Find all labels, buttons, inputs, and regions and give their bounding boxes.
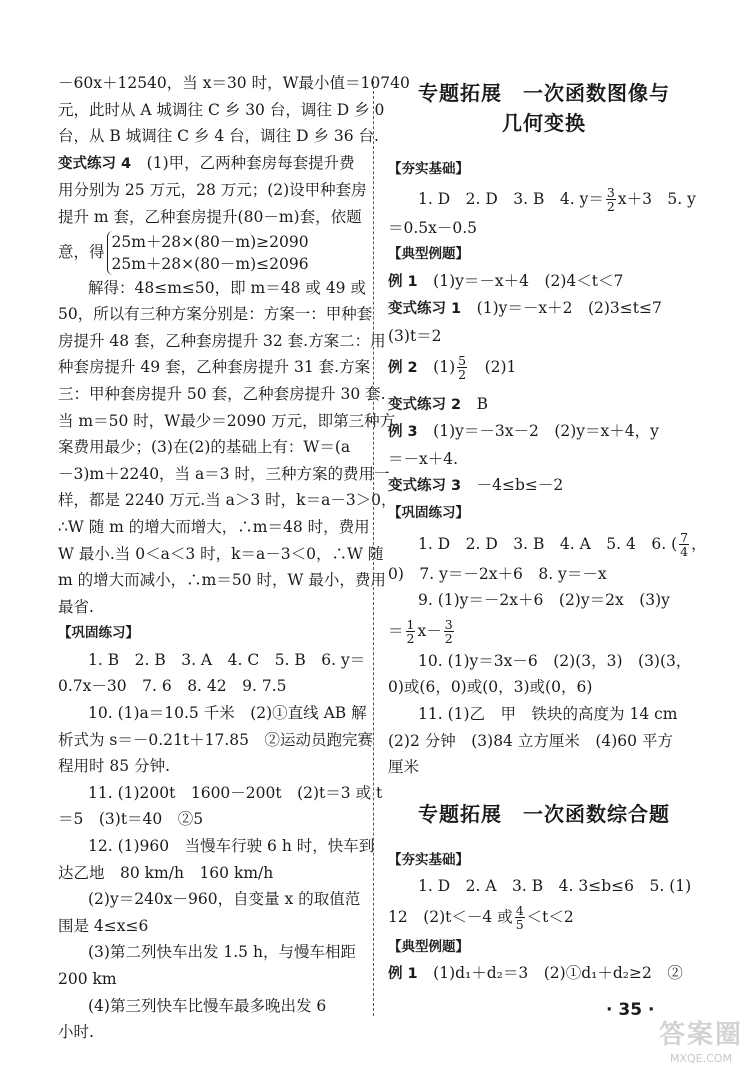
answer-line: 1. D 2. A 3. B 4. 3≤b≤6 5. (1) [418, 877, 692, 896]
answer-text: ＝ [388, 621, 404, 640]
answer-line [388, 472, 700, 500]
example-1-label: 例 1 [388, 966, 418, 983]
answer-line: (2)2 分钟 (3)84 立方厘米 (4)60 平方 [388, 731, 673, 750]
watermark-url: MXQE.COM [670, 1052, 732, 1065]
answer-text: 1. D 2. D 3. B 4. y＝ [418, 189, 604, 208]
text-line: 50，所以有三种方案分别是：方案一：甲种套 [58, 305, 373, 324]
answer-line [388, 527, 707, 561]
text-line: 析式为 s＝－0.21t＋17.85 ②运动员跑完赛 [58, 730, 373, 749]
denominator: 2 [606, 199, 615, 215]
text-line: W 最小.当 0＜a＜3 时，k＝a－3＜0，∴W 随 [58, 544, 384, 563]
numerator: 4 [515, 903, 524, 919]
text-line: 样，都是 2240 万元.当 a＞3 时，k＝a－3＞0， [58, 491, 397, 510]
text-line: 用分别为 25 万元，28 万元；(2)设甲种套房 [58, 181, 367, 200]
answer-text: (1)d₁＋d₂＝3 (2)①d₁＋d₂≥2 ② [433, 964, 683, 983]
section-heading: 【典型例题】 [388, 246, 469, 263]
column-divider [373, 76, 374, 1016]
answer-line [388, 900, 700, 934]
fraction [679, 531, 689, 558]
text-line: 200 km [58, 970, 117, 988]
text-line: 案费用最少；(3)在(2)的基础上有：W＝(a [58, 438, 351, 457]
inequality-1: 25m＋28×(80－m)≥2090 [111, 232, 309, 251]
text-line: 11. (1)200t 1600－200t (2)t＝3 或 t [88, 783, 383, 802]
text-line: (2)y＝240x－960，自变量 x 的取值范 [88, 890, 361, 909]
section-heading: 【夯实基础】 [388, 161, 469, 177]
denominator: 5 [515, 917, 524, 933]
text-line: (3)第二列快车出发 1.5 h，与慢车相距 [88, 943, 356, 962]
answer-line: 10. (1)y＝3x－6 (2)(3，3) (3)(3， [418, 651, 692, 670]
watermark-text: 答案圈 [658, 1020, 743, 1050]
answer-line: 0) 7. y＝－2x＋6 8. y＝－x [388, 564, 607, 583]
text-line: 1. B 2. B 3. A 4. C 5. B 6. y＝ [88, 650, 366, 669]
denominator: 2 [444, 631, 453, 647]
brace [107, 231, 309, 275]
section-heading: 【典型例题】 [388, 938, 469, 955]
text-line: m 的增大而减小，∴m＝50 时，W 最小，费用 [58, 571, 386, 590]
text-line [58, 150, 358, 178]
text-line: 种套房提升 49 套，乙种套房提升 31 套.方案 [58, 358, 371, 377]
text-line: 房提升 48 套，乙种套房提升 32 套.方案二：用 [58, 331, 386, 350]
answer-text: －4≤b≤－2 [476, 476, 564, 495]
text-line: 12. (1)960 当慢车行驶 6 h 时，快车到 [88, 837, 375, 856]
answer-text: (1)y＝－x＋2 (2)3≤t≤7 [476, 299, 662, 318]
example-3-label: 例 3 [388, 424, 418, 441]
text-line: 三：甲种套房提升 50 套，乙种套房提升 30 套. [58, 384, 386, 403]
answer-line: 9. (1)y＝－2x＋6 (2)y＝2x (3)y [418, 591, 670, 610]
section-title-1: 专题拓展 一次函数图像与 [418, 81, 670, 105]
fraction [444, 618, 454, 645]
variant-1-label: 变式练习 1 [388, 301, 462, 318]
section-title-1-cont: 几何变换 [502, 111, 586, 135]
answer-line: (3)t＝2 [388, 326, 442, 345]
right-column [388, 78, 707, 988]
text-line: 达乙地 80 km/h 160 km/h [58, 863, 274, 882]
answer-text: B [476, 394, 489, 413]
denominator: 4 [680, 544, 689, 560]
section-heading: 【巩固练习】 [58, 625, 139, 642]
numerator: 5 [458, 353, 467, 369]
numerator: 3 [606, 185, 615, 201]
text-line: －60x＋12540，当 x＝30 时，W最小值＝10740 [58, 74, 410, 92]
denominator: 2 [406, 631, 415, 647]
text-line: 0.7x－30 7. 6 8. 42 9. 7.5 [58, 677, 287, 696]
section-heading: 【巩固练习】 [388, 504, 469, 521]
numerator: 1 [406, 617, 415, 633]
numerator: 7 [680, 530, 689, 546]
text-line: －3)m＋2240，当 a＝3 时，三种方案的费用一 [58, 464, 390, 483]
variant-3-label: 变式练习 3 [388, 478, 462, 495]
answer-line [388, 295, 700, 323]
text-line: 提升 m 套，乙种套房提升(80－m)套，依题 [58, 207, 362, 226]
answer-text: 1. D 2. D 3. B 4. A 5. 4 6. ( [418, 534, 678, 553]
answer-line: ＝0.5x－0.5 [388, 218, 478, 237]
text-line: ＝5 (3)t＝40 ②5 [58, 810, 204, 829]
answer-line [388, 960, 700, 988]
answer-text: ， [691, 534, 707, 553]
answer-line [388, 391, 700, 419]
text-prefix: 意，得 [58, 242, 105, 261]
text-line: 最省. [58, 597, 94, 616]
text-line: 小时. [58, 1023, 94, 1042]
answer-line: 0)或(6，0)或(0，3)或(0，6) [388, 678, 593, 697]
variant-2-label: 变式练习 2 [388, 396, 462, 413]
answer-text: (2)1 [484, 357, 517, 376]
answer-line [388, 183, 700, 215]
page-number: · 35 · [606, 1000, 655, 1020]
answer-line: 厘米 [388, 758, 420, 777]
text-line: 元，此时从 A 城调往 C 乡 30 台，调往 D 乡 0 [58, 100, 385, 119]
answer-text: x－ [417, 621, 442, 640]
answer-line [388, 418, 700, 446]
inequality-2: 25m＋28×(80－m)≤2096 [111, 254, 309, 273]
answer-text: (1)y＝－x＋4 (2)4＜t＜7 [433, 271, 624, 290]
watermark-logo [655, 1018, 747, 1080]
text-line: 当 m＝50 时，W最少＝2090 万元，即第三种方 [58, 411, 396, 430]
answer-text: (1) [433, 357, 456, 376]
text-line: 10. (1)a＝10.5 千米 (2)①直线 AB 解 [88, 704, 367, 723]
section-title-2: 专题拓展 一次函数综合题 [418, 801, 670, 826]
answer-line: 11. (1)乙 甲 铁块的高度为 14 cm [418, 704, 678, 723]
section-heading: 【夯实基础】 [388, 851, 469, 868]
answer-text: (1)y＝－3x－2 (2)y＝x＋4，y [433, 422, 659, 441]
text-line: (4)第三列快车比慢车最多晚出发 6 [88, 996, 327, 1015]
text-line: 程用时 85 分钟. [58, 757, 171, 776]
fraction [606, 186, 616, 213]
text-line: 围是 4≤x≤6 [58, 916, 149, 935]
fraction [515, 904, 525, 931]
answer-line [388, 268, 700, 296]
example-2-label: 例 2 [388, 359, 418, 376]
numerator: 3 [444, 617, 453, 633]
answer-text: x＋3 5. y [617, 189, 696, 208]
variant-4-label: 变式练习 4 [58, 155, 132, 172]
fraction [406, 618, 416, 645]
text-line: ∴W 随 m 的增大而增大，∴m＝48 时，费用 [58, 517, 370, 536]
fraction [457, 354, 467, 381]
answer-line: ＝－x＋4. [388, 449, 459, 468]
text-line: 台，从 B 城调往 C 乡 4 台，调往 D 乡 36 台. [58, 127, 379, 146]
answer-text: ＜t＜2 [526, 907, 574, 926]
text-line: 解得：48≤m≤50，即 m＝48 或 49 或 [88, 278, 366, 297]
answer-line [388, 614, 700, 648]
answer-text: 12 (2)t＜－4 或 [388, 907, 513, 926]
example-1-label: 例 1 [388, 273, 418, 290]
answer-line [388, 350, 700, 385]
variant-4-text: (1)甲，乙两种套房每套提升费 [146, 153, 355, 172]
denominator: 2 [458, 367, 467, 383]
inequality-system [58, 231, 358, 275]
